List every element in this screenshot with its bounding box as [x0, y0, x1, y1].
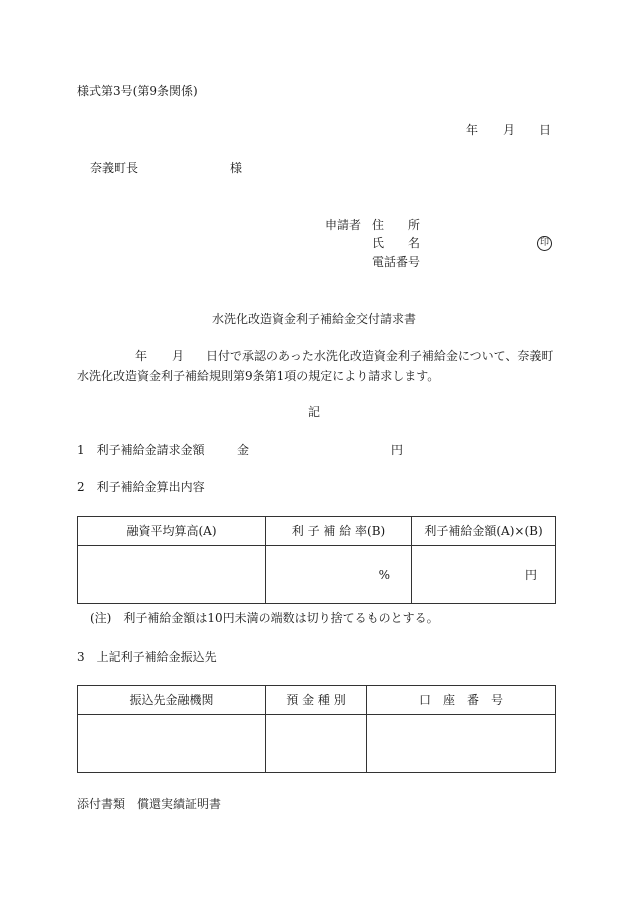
body-line1-text: 日付で承認のあった水洗化改造資金利子補給金について、奈義町: [206, 349, 554, 363]
item1-label: 1 利子補給金請求金額: [77, 443, 205, 457]
attachment-line: 添付書類 償還実績証明書: [77, 797, 222, 811]
bank-institution-cell[interactable]: [78, 715, 266, 773]
item1-yen: 円: [391, 443, 404, 457]
item2-label: 2 利子補給金算出内容: [77, 480, 205, 494]
calculation-table: [77, 516, 556, 604]
yen-unit: 円: [524, 567, 537, 582]
rounding-note: (注) 利子補給金額は10円未満の端数は切り捨てるものとする。: [90, 611, 439, 625]
date-day: 日: [539, 123, 552, 137]
applicant-label: 申請者: [325, 218, 362, 232]
bank-table: [77, 685, 556, 773]
subsidy-amount-cell[interactable]: [412, 546, 556, 604]
interest-rate-cell[interactable]: [266, 546, 412, 604]
address-label: 住 所: [372, 218, 421, 232]
header-interest-rate: 利 子 補 給 率(B): [266, 517, 412, 546]
percent-unit: %: [378, 567, 390, 582]
account-number-cell[interactable]: [367, 715, 556, 773]
body-year: 年: [135, 349, 148, 363]
date-month: 月: [503, 123, 516, 137]
calculation-table-body-row: [78, 546, 556, 604]
body-month: 月: [172, 349, 185, 363]
bank-table-header-row: [78, 686, 556, 715]
addressee-name: 奈義町長: [90, 161, 139, 175]
header-average-loan: 融資平均算高(A): [78, 517, 266, 546]
bank-table-body-row: [78, 715, 556, 773]
deposit-type-cell[interactable]: [266, 715, 367, 773]
document-title: 水洗化改造資金利子補給金交付請求書: [212, 312, 417, 326]
header-deposit-type: 預 金 種 別: [266, 686, 367, 715]
calculation-table-header-row: [78, 517, 556, 546]
name-label: 氏 名: [372, 236, 421, 250]
seal-icon: 印: [537, 236, 552, 251]
header-subsidy-amount: 利子補給金額(A)×(B): [412, 517, 556, 546]
header-bank-institution: 振込先金融機関: [78, 686, 266, 715]
ki-heading: 記: [308, 405, 321, 419]
phone-label: 電話番号: [372, 255, 421, 269]
item3-label: 3 上記利子補給金振込先: [77, 650, 217, 664]
body-line2: 水洗化改造資金利子補給規則第9条第1項の規定により請求します。: [77, 369, 440, 383]
average-loan-cell[interactable]: [78, 546, 266, 604]
header-account-number: 口 座 番 号: [367, 686, 556, 715]
item1-kin: 金: [237, 443, 250, 457]
form-number: 様式第3号(第9条関係): [77, 84, 198, 98]
addressee-honorific: 様: [230, 161, 243, 175]
date-year: 年: [466, 123, 479, 137]
